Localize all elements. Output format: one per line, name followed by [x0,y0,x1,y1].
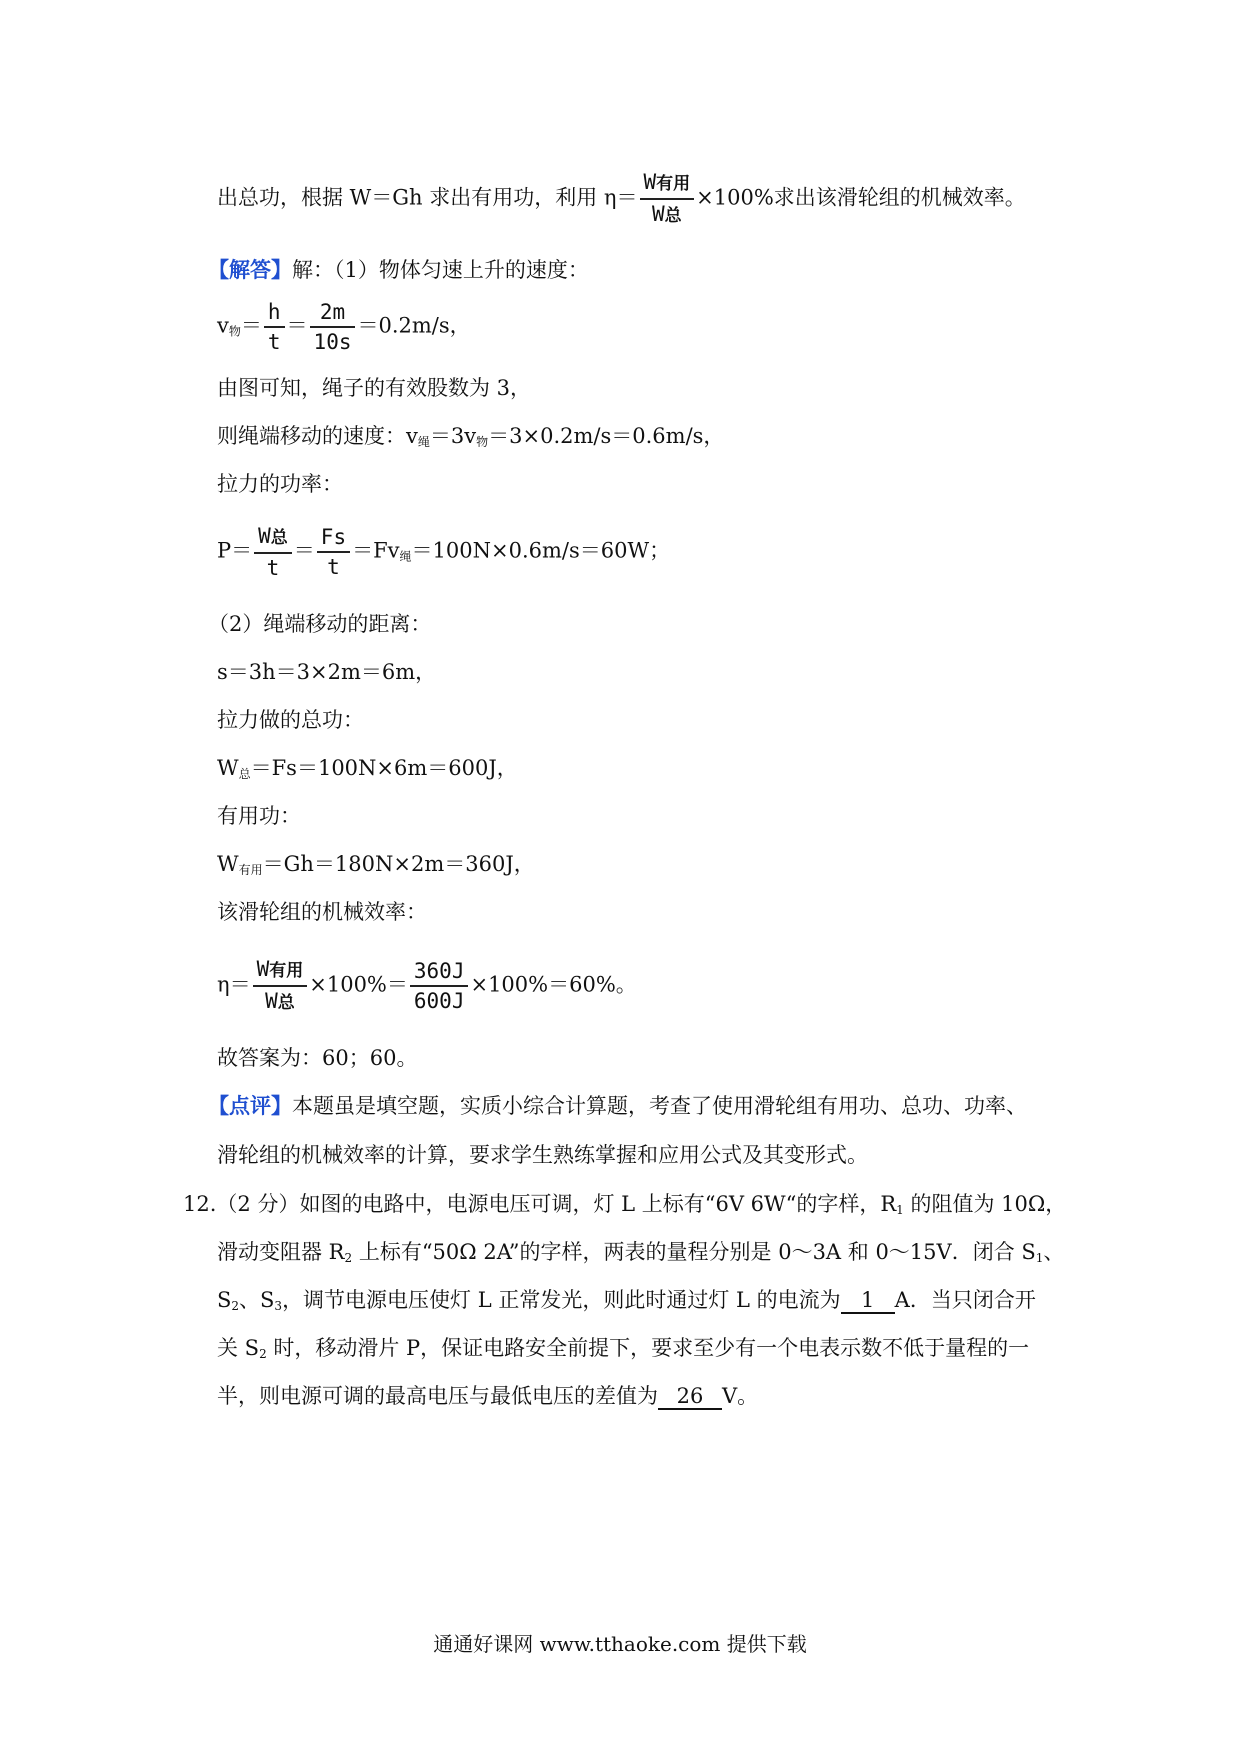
rope-speed-line [217,422,724,456]
question-text: （2 分）如图的电路中，电源电压可调，灯 L 上标有“6V 6W“的字样，R [216,1192,897,1216]
total-work-text: ＝Fs＝100N×6m＝600J， [250,756,518,780]
value-fraction [310,298,356,356]
useful-label: 有用功： [217,804,301,828]
p-symbol: P＝ [217,538,253,563]
frac-num: Fs [317,523,350,553]
frac-den: t [267,330,281,354]
eq-sign: ＝ [293,538,315,563]
power-text: ＝Fv [352,538,400,563]
efficiency-label: 该滑轮组的机械效率： [217,900,427,924]
v-sub: 物 [228,324,241,339]
frac-num: h [264,298,285,328]
velocity-result: ＝0.2m/s， [357,313,471,338]
question-12-line-1 [183,1190,1066,1224]
eq-sign: ＝ [240,313,262,338]
answer-header [208,256,589,284]
efficiency-mid: ×100%＝ [309,972,408,997]
frac-num: W [643,170,657,194]
frac-den: t [327,555,340,579]
distance-line: s＝3h＝3×2m＝6m， [217,660,437,684]
h-over-t-fraction [264,298,285,356]
subscript: 2 [231,1299,240,1313]
subscript: 1 [896,1203,904,1217]
efficiency-fraction [640,168,695,230]
frac-den: W [265,989,278,1013]
v-symbol: v [217,313,229,338]
strands-line: 由图可知，绳子的有效股数为 3， [217,376,532,400]
question-text: 滑动变阻器 R [217,1240,345,1264]
frac-num: 360J [410,957,469,987]
question-text: 关 S [217,1336,260,1360]
total-work-label: 拉力做的总功： [217,708,364,732]
frac-num: W [258,524,271,548]
question-text: 半，则电源可调的最高电压与最低电压的差值为 [217,1384,658,1408]
subscript: 3 [274,1299,283,1313]
joules-fraction [410,957,469,1015]
useful-sub: 有用 [238,863,263,877]
question-text: ，调节电源电压使灯 L 正常发光，则此时通过灯 L 的电流为 [282,1288,841,1312]
work-over-time-fraction [254,522,292,582]
fs-over-t-fraction [317,523,350,581]
question-text: V。 [722,1384,759,1408]
rope-sub: 绳 [399,549,412,564]
w-symbol: W [217,852,239,876]
power-result: ＝100N×0.6m/s＝60W； [411,538,671,563]
final-answer: 故答案为：60；60。 [217,1046,418,1070]
frac-den-sub: 总 [277,993,295,1013]
comment-tag: 【点评】 [208,1093,292,1118]
power-label: 拉力的功率： [217,472,343,496]
w-symbol: W [217,756,239,780]
subscript: 1 [1035,1251,1044,1265]
frac-den: W [652,202,665,226]
eq-sign: ＝ [286,313,308,338]
comment-line-1 [208,1092,1027,1120]
useful-work-line [217,850,535,884]
question-text: 时，移动滑片 P，保证电路安全前提下，要求至少有一个电表示数不低于量程的一 [266,1336,1030,1360]
intro-prefix: 出总功，根据 W＝Gh 求出有用功，利用 η＝ [217,185,638,210]
rope-speed-text: 则绳端移动的速度：v [217,424,418,448]
question-text: S [217,1288,232,1312]
page-footer: 通通好课网 www.tthaoke.com 提供下载 [433,1632,807,1656]
answer-blank-1: 1 [841,1288,895,1314]
answer-tag: 【解答】 [208,257,292,282]
question-12-line-3 [217,1286,1036,1320]
frac-den: t [266,556,280,580]
question-12-line-2 [217,1238,1064,1272]
useful-over-total-fraction [253,955,308,1017]
frac-num-sub: 有用 [656,174,691,194]
subscript: 2 [344,1251,353,1265]
intro-suffix: ×100%求出该滑轮组的机械效率。 [696,185,1026,210]
answer-header-text: 解：（1）物体匀速上升的速度： [292,258,589,282]
power-equation [217,522,670,582]
rope-sub: 绳 [417,435,430,449]
efficiency-equation [217,955,637,1017]
question-12-line-5 [217,1382,758,1410]
question-12-line-4 [217,1334,1029,1368]
comment-text: 本题虽是填空题，实质小综合计算题，考查了使用滑轮组有用功、总功、功率、 [292,1094,1027,1118]
useful-work-text: ＝Gh＝180N×2m＝360J， [262,852,535,876]
question-text: 的阻值为 10Ω， [903,1192,1067,1216]
intro-line [217,168,1026,230]
efficiency-result: ×100%＝60%。 [470,972,637,997]
rope-speed-text: ＝3×0.2m/s＝0.6m/s， [488,424,725,448]
object-sub: 物 [476,435,489,449]
question-number: 12. [183,1192,217,1216]
comment-line-2: 滑轮组的机械效率的计算，要求学生熟练掌握和应用公式及其变形式。 [217,1143,868,1167]
frac-num-sub: 有用 [269,961,304,981]
total-sub: 总 [238,767,251,781]
question-text: 、S [239,1288,275,1312]
frac-den: 600J [413,989,465,1013]
eta-symbol: η＝ [217,972,251,997]
answer-blank-2: 26 [658,1384,722,1410]
frac-den: 10s [313,330,352,354]
frac-num-sub: 总 [270,528,288,548]
subscript: 2 [259,1347,267,1361]
question-text: 上标有“50Ω 2A”的字样，两表的量程分别是 0～3A 和 0～15V．闭合 S [352,1240,1036,1264]
question-text: 、 [1043,1240,1065,1264]
frac-num: 2m [310,298,356,328]
total-work-line [217,754,518,788]
rope-speed-text: ＝3v [429,424,477,448]
question-text: A．当只闭合开 [894,1288,1036,1312]
frac-den-sub: 总 [664,206,682,226]
frac-num: W [256,957,270,981]
velocity-equation [217,298,471,356]
part2-header: （2）绳端移动的距离： [208,612,432,636]
